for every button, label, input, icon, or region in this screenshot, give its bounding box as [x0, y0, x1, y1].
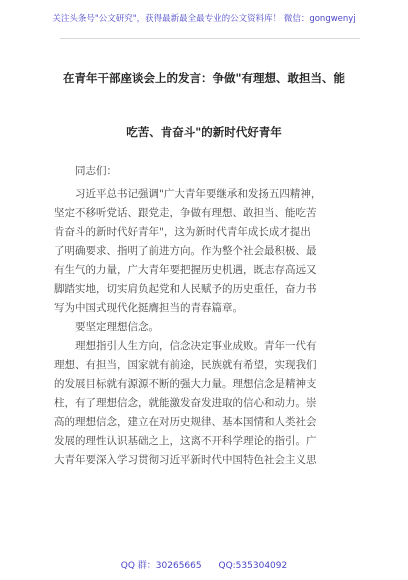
header-divider [60, 38, 360, 39]
paragraph-2-line: 发展的理性认识基础之上，这离不开科学理论的指引。广 [54, 435, 317, 447]
paragraph-2-line: 柱，有了理想信念，就能激发奋发进取的信心和动力。崇 [54, 397, 317, 409]
document-title-line-2: 吃苦、肯奋斗"的新时代好青年 [126, 125, 282, 139]
paragraph-2-line: 高的理想信念，建立在对历史规律、基本国情和人类社会 [54, 416, 317, 428]
document-body [54, 162, 354, 470]
footer-contact [0, 558, 408, 571]
paragraph-2-line: 理想、有担当，国家就有前途，民族就有希望，实现我们 [54, 359, 317, 371]
paragraph-2-line: 的发展目标就有源源不断的强大力量。理想信念是精神支 [54, 378, 317, 390]
paragraph-1-line: 有生气的力量，广大青年要把握历史机遇，既志存高远又 [54, 264, 317, 276]
paragraph-1-line: 习近平总书记强调"广大青年要继承和发扬五四精神， [75, 188, 322, 200]
section-heading: 要坚定理想信念。 [75, 321, 159, 333]
paragraph-1-line: 了明确要求、指明了前进方向。作为整个社会最积极、最 [54, 245, 317, 257]
header-promo-note: 关注头条号"公文研究"，获得最新最全最专业的公文资料库！ 微信：gongwenyj [52, 14, 356, 24]
footer-qq-group: QQ 群：30265665 [120, 561, 202, 571]
document-title-line-1: 在青年干部座谈会上的发言：争做"有理想、敢担当、能 [63, 71, 345, 85]
paragraph-2-line: 理想指引人生方向，信念决定事业成败。青年一代有 [75, 340, 317, 352]
paragraph-1-line: 写为中国式现代化挺膺担当的青春篇章。 [54, 302, 243, 314]
paragraph-2-line: 大青年要深入学习贯彻习近平新时代中国特色社会主义思 [54, 454, 317, 466]
paragraph-1-line: 坚定不移听党话、跟党走，争做有理想、敢担当、能吃苦 [54, 207, 317, 219]
paragraph-1-line: 脚踏实地，切实肩负起党和人民赋予的历史重任，奋力书 [54, 283, 317, 295]
paragraph-1-line: 肯奋斗的新时代好青年"，这为新时代青年成长成才提出 [54, 226, 311, 238]
salutation: 同志们： [75, 165, 117, 177]
footer-qq-number: QQ:535304092 [218, 561, 288, 571]
